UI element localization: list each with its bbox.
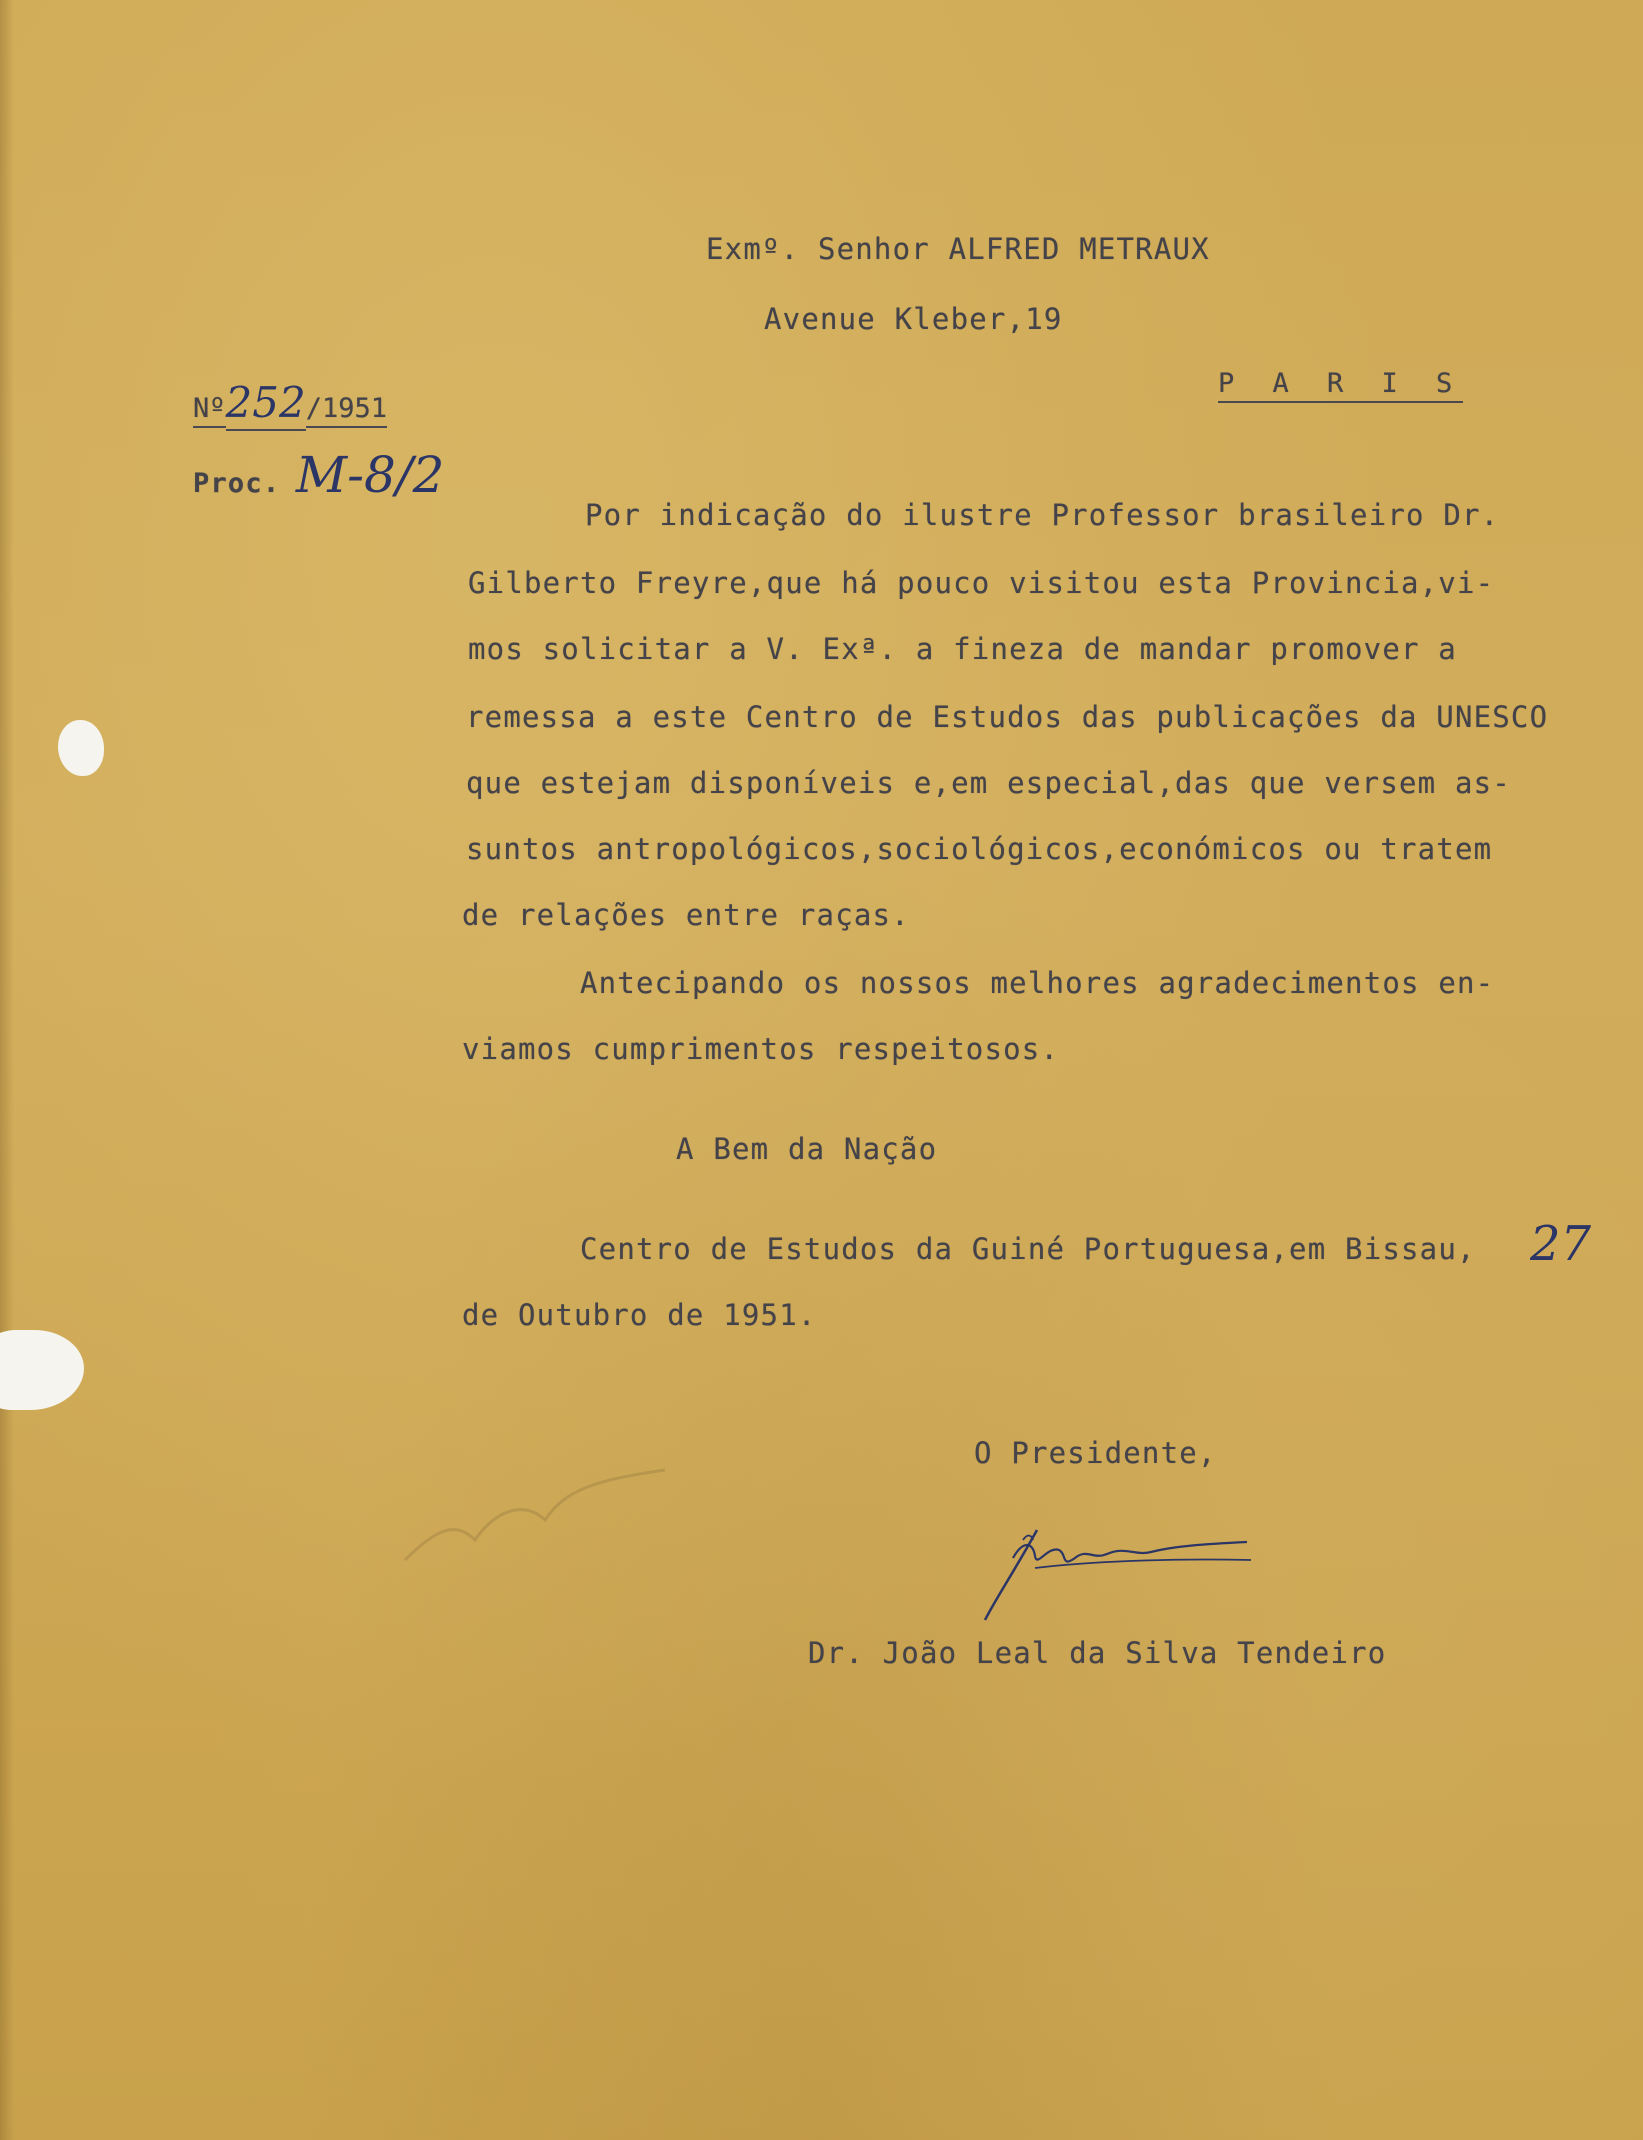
faint-ink-mark bbox=[395, 1440, 675, 1600]
body2-line-1: Antecipando os nossos melhores agradecimentos en- bbox=[580, 966, 1495, 1000]
reference-number-prefix: Nº bbox=[193, 393, 226, 428]
place-date-line-2: de Outubro de 1951. bbox=[462, 1298, 817, 1332]
body-line-5: que estejam disponíveis e,em especial,das que versem as- bbox=[466, 766, 1511, 800]
body-line-3: mos solicitar a V. Exª. a fineza de mandar promover a bbox=[468, 632, 1457, 666]
addressee-line-2: Avenue Kleber,19 bbox=[764, 302, 1063, 336]
signatory-title: O Presidente, bbox=[974, 1436, 1217, 1470]
punch-hole-icon bbox=[58, 720, 104, 776]
place-date-line-1: Centro de Estudos da Guiné Portuguesa,em Bissau, bbox=[580, 1232, 1476, 1266]
process-label: Proc. bbox=[193, 468, 281, 499]
body-line-2: Gilberto Freyre,que há pouco visitou esta Provincia,vi- bbox=[468, 566, 1495, 600]
signature-icon bbox=[975, 1500, 1265, 1630]
signatory-name: Dr. João Leal da Silva Tendeiro bbox=[808, 1636, 1387, 1670]
process-reference bbox=[193, 446, 444, 504]
page-edge-shadow bbox=[0, 0, 14, 2140]
body-line-7: de relações entre raças. bbox=[462, 898, 910, 932]
reference-number bbox=[193, 378, 387, 427]
body-line-1: Por indicação do ilustre Professor brasileiro Dr. bbox=[585, 498, 1500, 532]
reference-number-handwritten: 252 bbox=[226, 378, 306, 431]
body-line-4: remessa a este Centro de Estudos das publicações da UNESCO bbox=[466, 700, 1549, 734]
place-date-day-handwritten: 27 bbox=[1530, 1216, 1592, 1272]
process-handwritten: M-8/2 bbox=[295, 446, 445, 504]
body2-line-2: viamos cumprimentos respeitosos. bbox=[462, 1032, 1060, 1066]
torn-edge-icon bbox=[0, 1330, 84, 1410]
reference-number-suffix: /1951 bbox=[306, 393, 387, 428]
body-line-6: suntos antropológicos,sociológicos,económicos ou tratem bbox=[466, 832, 1493, 866]
closing-motto: A Bem da Nação bbox=[676, 1132, 938, 1166]
addressee-line-1: Exmº. Senhor ALFRED METRAUX bbox=[706, 232, 1210, 266]
addressee-city: P A R I S bbox=[1218, 368, 1463, 403]
